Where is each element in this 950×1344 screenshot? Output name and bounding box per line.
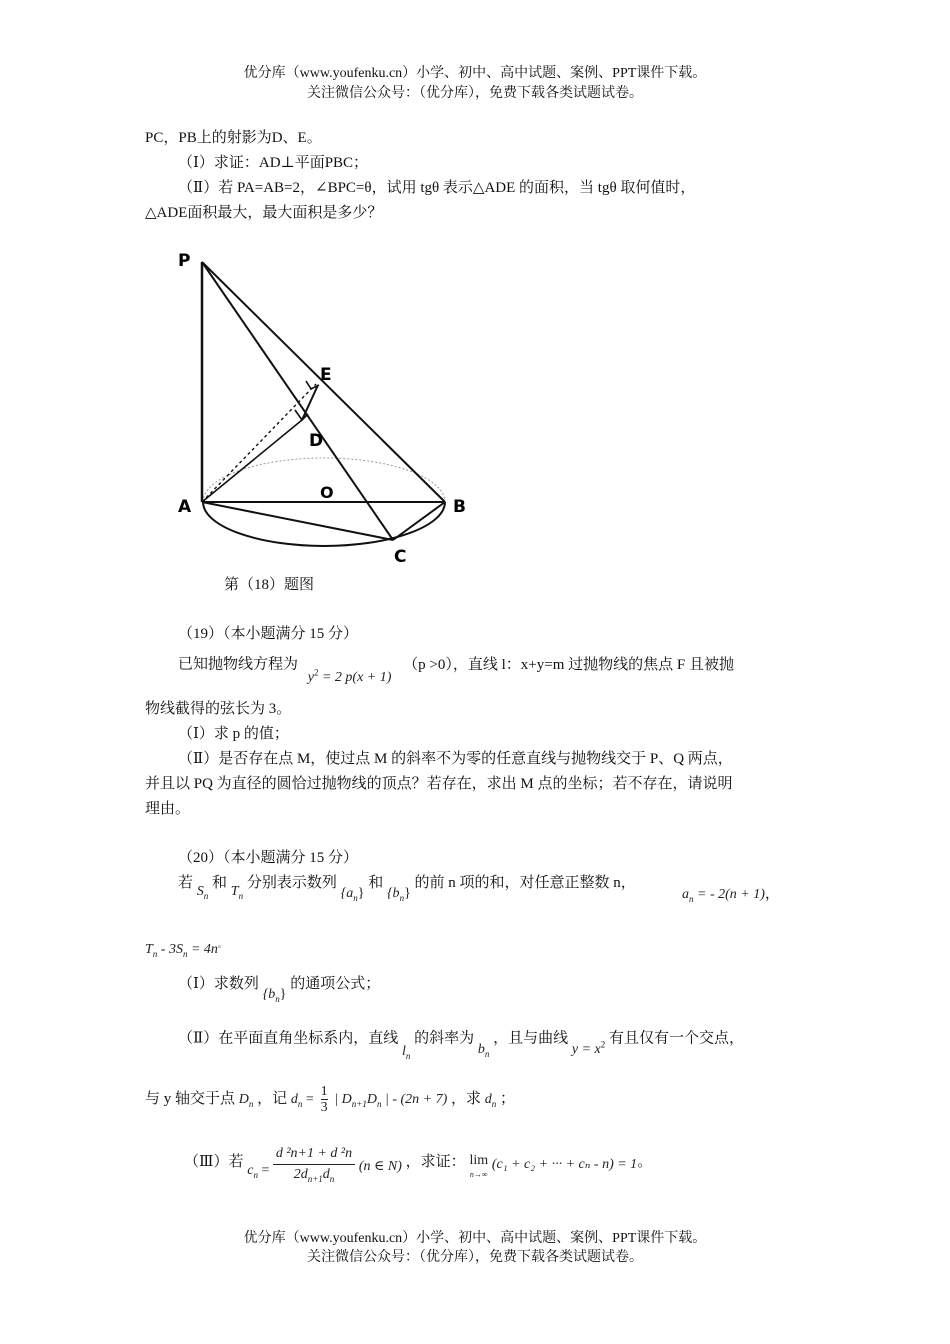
q20-an-formula: $a_n$ = - 2(n + 1)， xyxy=(682,886,780,904)
q20-part3: （Ⅲ）若 $c_n$ = $\frac{\text{d ²n+1 + d ²n}}{2d_{n+1}d_n}$ (n ∈ N) ，求证： lim n→∞ (c₁ + c₂ + ··· + cₙ - n) = 1。 xyxy=(184,1140,652,1185)
footer-line-1: 优分库（www.youfenku.cn）小学、初中、高中试题、案例、PPT课件下载。 xyxy=(243,1231,707,1246)
q20-part2-line1: （Ⅱ）在平面直角坐标系内，直线 $l_n$ 的斜率为 $b_n$ ，且与曲线 $y = x^2$ 有且仅有一个交点， xyxy=(178,1030,745,1061)
header-line-1: 优分库（www.youfenku.cn）小学、初中、高中试题、案例、PPT课件下载。 xyxy=(243,66,707,81)
q19-line1-pre: 已知抛物线方程为 xyxy=(178,656,299,673)
q18-part2-line1: （Ⅱ）若 PA=AB=2，∠BPC=θ，试用 tgθ 表示△ADE 的面积，当 tgθ 取何值时， xyxy=(178,180,696,196)
label-E: E xyxy=(320,365,332,385)
q18-geometry-figure xyxy=(160,240,490,575)
q18-intro: PC，PB上的射影为D、E。 xyxy=(145,130,322,146)
q19-part2-line3: 理由。 xyxy=(145,801,191,817)
segment-AD xyxy=(202,420,302,502)
q20-line1: 若 $S_n$ 和 $T_n$ 分别表示数列 $\{a_n\}$ 和 $\{b_n\}$ 的前 n 项的和，对任意正整数 n， xyxy=(178,875,636,903)
q18-part2-line2: △ADE面积最大，最大面积是多少？ xyxy=(145,205,383,221)
header-line-2: 关注微信公众号：（优分库），免费下载各类试题试卷。 xyxy=(307,86,643,101)
q19-part2-line2: 并且以 PQ 为直径的圆恰过抛物线的顶点？若存在，求出 M 点的坐标；若不存在，请说明 xyxy=(145,776,733,792)
q19-part1: （Ⅰ）求 p 的值； xyxy=(178,726,289,742)
edge-BC xyxy=(393,502,445,540)
fraction-one-third: $\frac{1}{3}$ xyxy=(320,1084,328,1115)
q19-equation: $y^2 = 2$ p(x + 1) xyxy=(307,667,392,685)
q19-line2: 物线截得的弦长为 3。 xyxy=(145,701,292,717)
label-D: D xyxy=(309,431,324,451)
segment-DE xyxy=(302,385,318,420)
q19-line1-post: （p >0），直线 l：x+y=m 过抛物线的焦点 F 且被抛 xyxy=(403,656,734,673)
q18-figure-caption: 第（18）题图 xyxy=(224,577,315,593)
q19-part2-line1: （Ⅱ）是否存在点 M，使过点 M 的斜率不为零的任意直线与抛物线交于 P、Q 两点， xyxy=(178,751,733,767)
edge-PC xyxy=(202,262,393,540)
q20-title: （20）（本小题满分 15 分） xyxy=(178,850,359,866)
limit-operator: lim n→∞ xyxy=(469,1153,489,1180)
q20-line2: $T_n - 3S_n = 4n^。$ xyxy=(145,939,227,959)
label-A: A xyxy=(178,497,192,517)
q19-title: （19）（本小题满分 15 分） xyxy=(178,626,359,642)
label-B: B xyxy=(453,497,466,517)
q18-part1: （Ⅰ）求证：AD⊥平面PBC； xyxy=(178,155,369,171)
q19-line1 xyxy=(178,650,734,685)
fraction-cn: $\frac{\text{d ²n+1 + d ²n}}{2d_{n+1}d_n}$ xyxy=(273,1144,355,1189)
label-O: O xyxy=(320,483,334,502)
footer-line-2: 关注微信公众号：（优分库），免费下载各类试题试卷。 xyxy=(307,1250,643,1265)
segment-AE-dashed xyxy=(202,384,316,502)
label-C: C xyxy=(394,547,407,567)
edge-AC xyxy=(202,502,393,540)
q20-part2-line2: 与 y 轴交于点 $D_n$ ，记 $d_n$ = $\frac{1}{3}$ | $D_{n+1}D_n$ | - (2n + 7) ，求 $d_n$ ； xyxy=(145,1084,516,1115)
label-P: P xyxy=(178,251,191,271)
q20-part1: （Ⅰ）求数列 $\{b_n\}$ 的通项公式； xyxy=(178,976,381,1004)
